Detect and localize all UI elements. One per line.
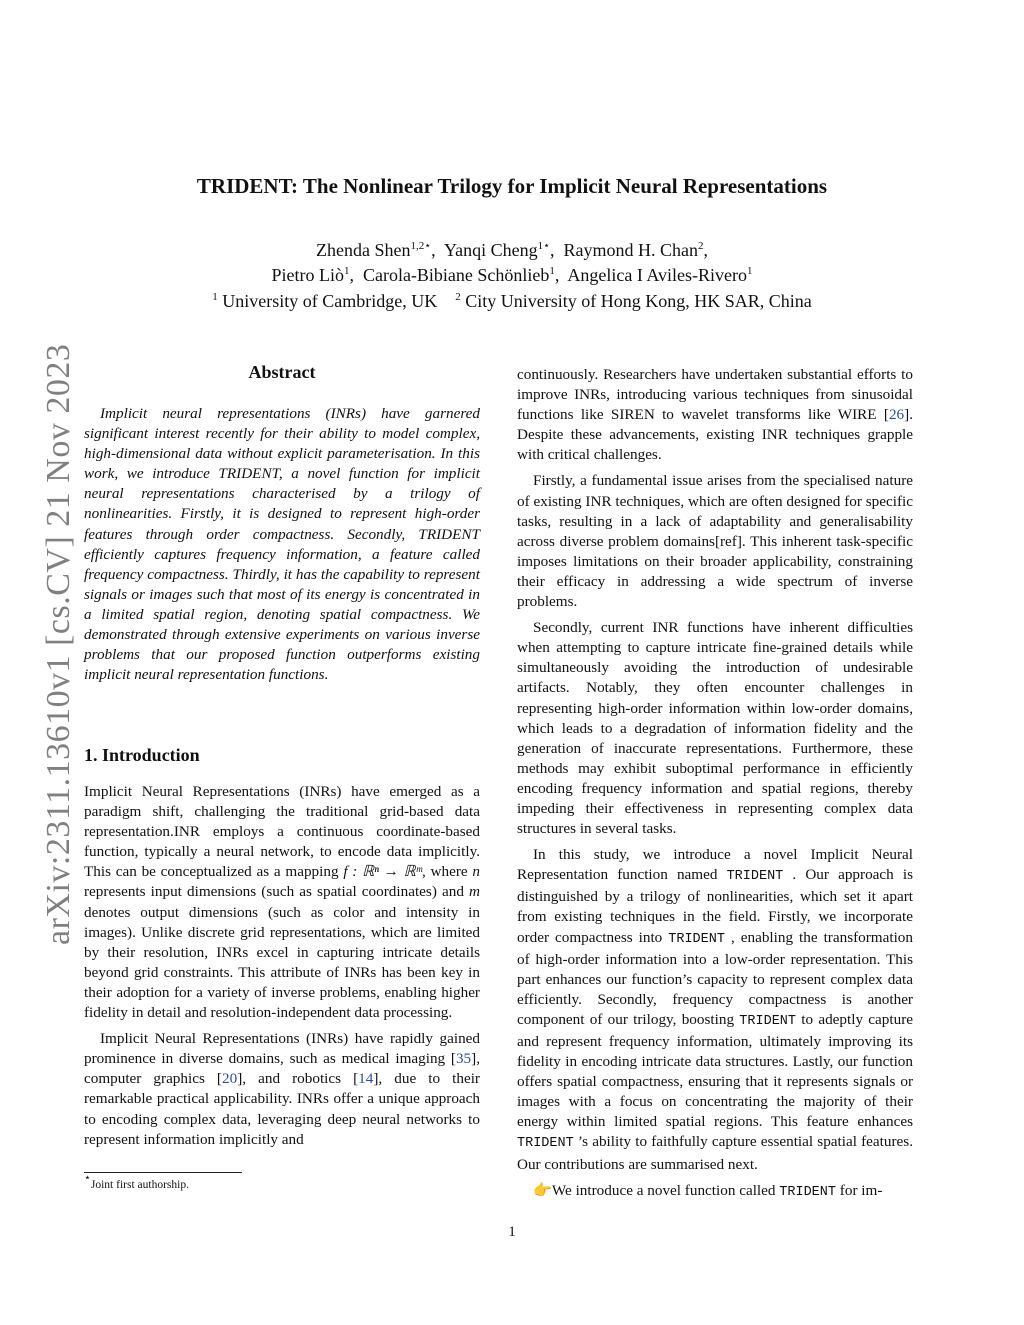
footnote-rule [84, 1172, 242, 1173]
page-number: 1 [508, 1224, 516, 1240]
author-name: Pietro Liò [271, 265, 344, 285]
section-heading-introduction: 1. Introduction [84, 745, 200, 765]
paper-title: TRIDENT: The Nonlinear Trilogy for Implicit Neural Representations [196, 174, 828, 198]
paragraph: continuously. Researchers have undertaken substantial efforts to improve INRs, introducing various techniques from sinusoidal functions like SIREN to wavelet transforms like WIRE [26]. Despite these advancements, existing INR techniques grapple with critical challenges. [517, 366, 913, 464]
abstract-text: Implicit neural representations (INRs) have garnered significant interest recently for their ability to model complex, high-dimensional data without explicit parameterisation. In this work, we introduce TRIDENT, a novel function for implicit neural representations characterised by a trilogy of nonlinearities. Firstly, it is designed to represent high-order features through order compactness. Secondly, TRIDENT efficiently captures frequency information, a feature called frequency compactness. Thirdly, it has the capability to represent signals or images such that most of its energy is concentrated in a limited spatial region, denoting spatial compactness. We demonstrated through extensive experiments on various inverse problems that our proposed function outperforms existing implicit neural representation functions. [84, 405, 480, 684]
bullet-item: 👉We introduce a novel function called TRIDENT for im- [533, 1181, 883, 1200]
paragraph: Implicit Neural Representations (INRs) have emerged as a paradigm shift, challenging the traditional grid-based data representation.INR employs a continuous coordinate-based function, typically a neural network, to encode data implicitly. This can be conceptualized as a mapping f : ℝⁿ → ℝᵐ, where n represents input dimensions (such as spatial coordinates) and m denotes output dimensions (such as color and intensity in images). Unlike discrete grid representations, which are limited by their resolution, INRs excel in capturing intricate details beyond grid constraints. This attribute of INRs has been key in their adoption for a variety of inverse problems, enabling higher fidelity in detail and resolution-independent data processing. [84, 783, 481, 1022]
author-name: Zhenda Shen [315, 240, 411, 260]
author-name: Angelica I Aviles-Rivero [567, 265, 748, 285]
author-name: Carola-Bibiane Schönlieb [362, 265, 550, 285]
paragraph: Firstly, a fundamental issue arises from the specialised nature of existing INR techniques, which are often designed for specific tasks, resulting in a lack of adaptability and generalisability across diverse problem domains[ref]. This inherent task-specific imposes limitations on their broader applicability, constraining their efficacy in addressing a wide spectrum of inverse problems. [517, 472, 913, 611]
arxiv-identifier: arXiv:2311.13610v1 [cs.CV] 21 Nov 2023 [40, 343, 77, 945]
citation-link[interactable]: 14 [358, 1070, 374, 1088]
citation-link[interactable]: 26 [888, 406, 905, 424]
paragraph: Secondly, current INR functions have inherent difficulties when attempting to capture intricate fine-grained details while simultaneously avoiding the introduction of undesirable artifacts. Notably, they often encounter challenges in representing high-order information within low-order domains, which leads to a degradation of information fidelity and the generation of inaccurate representations. Furthermore, these methods may exhibit suboptimal performance in efficiently encoding frequency information and spatial regions, thereby impeding their effectiveness in representing complex data structures in several tasks. [517, 619, 913, 838]
author-name: Raymond H. Chan [563, 240, 699, 260]
footnote: ⋆Joint first authorship. [84, 1172, 189, 1191]
introduction-body [84, 782, 480, 1150]
pointing-hand-icon: 👉 [533, 1181, 552, 1199]
citation-link[interactable]: 20 [222, 1070, 238, 1088]
citation-link[interactable]: 35 [455, 1050, 472, 1068]
author-list: Zhenda Shen$^{1,2⋆}$, Yanqi Cheng$^{1⋆}$, Raymond H. Chan$^2$, Pietro Liò$^1$, Carola-Bibiane Schönlieb$^1$, Angelica I Aviles-Rivero$^1$ [271, 240, 753, 285]
affiliations: $^1$ University of Cambridge, UK $^2$ City University of Hong Kong, HK SAR, China [212, 291, 812, 311]
right-column-body [517, 365, 913, 1203]
paragraph: Implicit Neural Representations (INRs) have rapidly gained prominence in diverse domains, such as medical imaging [35], computer graphics [20], and robotics [14], due to their remarkable practical applicability. INRs offer a unique approach to encoding complex data, leveraging deep neural networks to represent information implicitly and [84, 1030, 480, 1148]
author-name: Yanqi Cheng [443, 240, 538, 260]
paragraph: In this study, we introduce a novel Implicit Neural Representation function named TRIDENT . Our approach is distinguished by a trilogy of nonlinearities, which set it apart from existing techniques in the field. Firstly, we incorporate order compactness into TRIDENT , enabling the transformation of high-order information into a low-order representation. This part enhances our function’s capacity to represent complex data efficiently. Secondly, frequency compactness is another component of our trilogy, boosting TRIDENT to adeptly capture and represent frequency information, ultimately improving its fidelity in encoding intricate data structures. Lastly, our function offers spatial compactness, ensuring that it represents signals or images with a focus on concentrating the majority of their energy within limited spatial regions. This feature enhances TRIDENT ’s ability to faithfully capture essential spatial features. Our contributions are summarised next. [517, 846, 913, 1173]
abstract-heading: Abstract [248, 362, 316, 382]
